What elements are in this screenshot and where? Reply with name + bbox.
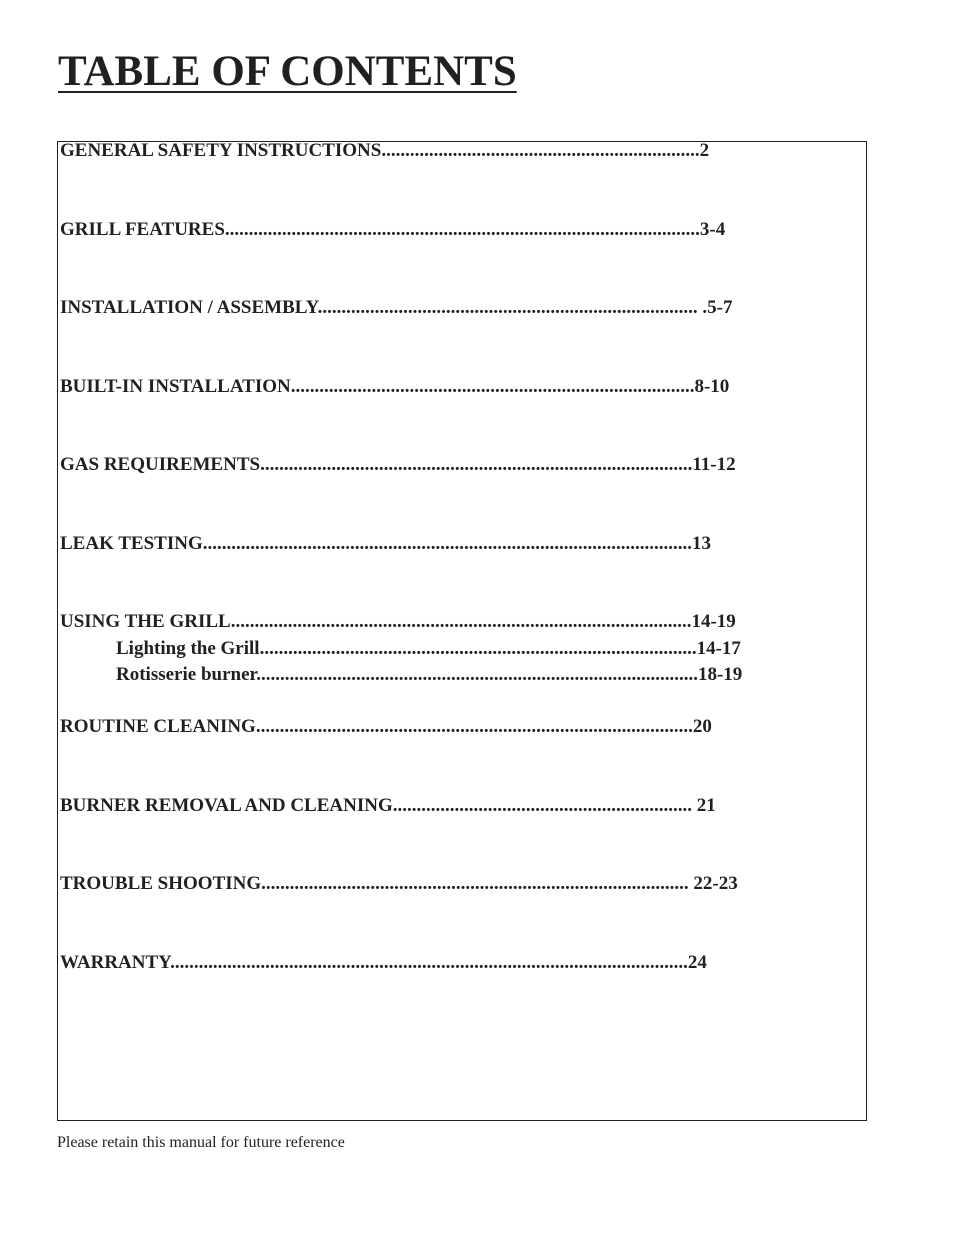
toc-entry-burner-removal[interactable]: BURNER REMOVAL AND CLEANING............................................................... 21 bbox=[60, 795, 716, 816]
toc-entry-leak-testing[interactable]: LEAK TESTING.......................................................................................................13 bbox=[60, 533, 711, 554]
toc-entry-built-in-installation[interactable]: BUILT-IN INSTALLATION.....................................................................................8-10 bbox=[60, 376, 730, 397]
toc-entry-installation-assembly[interactable]: INSTALLATION / ASSEMBLY................................................................................ .5-7 bbox=[60, 297, 733, 318]
toc-entry-grill-features[interactable]: GRILL FEATURES....................................................................................................3-4 bbox=[60, 219, 726, 240]
toc-entry-warranty[interactable]: WARRANTY.............................................................................................................24 bbox=[60, 952, 707, 973]
page-title: TABLE OF CONTENTS bbox=[58, 48, 517, 95]
toc-entry-trouble-shooting[interactable]: TROUBLE SHOOTING.......................................................................................... 22-23 bbox=[60, 873, 738, 894]
toc-subentry-rotisserie-burner[interactable]: Rotisserie burner.............................................................................................18-19 bbox=[116, 664, 743, 685]
toc-entry-gas-requirements[interactable]: GAS REQUIREMENTS...........................................................................................11-12 bbox=[60, 454, 736, 475]
toc-subentry-lighting-the-grill[interactable]: Lighting the Grill............................................................................................14-17 bbox=[116, 638, 741, 659]
toc-entry-routine-cleaning[interactable]: ROUTINE CLEANING............................................................................................20 bbox=[60, 716, 712, 737]
toc-entry-using-the-grill[interactable]: USING THE GRILL.................................................................................................14-19 bbox=[60, 611, 736, 632]
toc-entry-general-safety[interactable]: GENERAL SAFETY INSTRUCTIONS...................................................................2 bbox=[60, 140, 710, 161]
footer-note: Please retain this manual for future reference bbox=[57, 1134, 345, 1151]
